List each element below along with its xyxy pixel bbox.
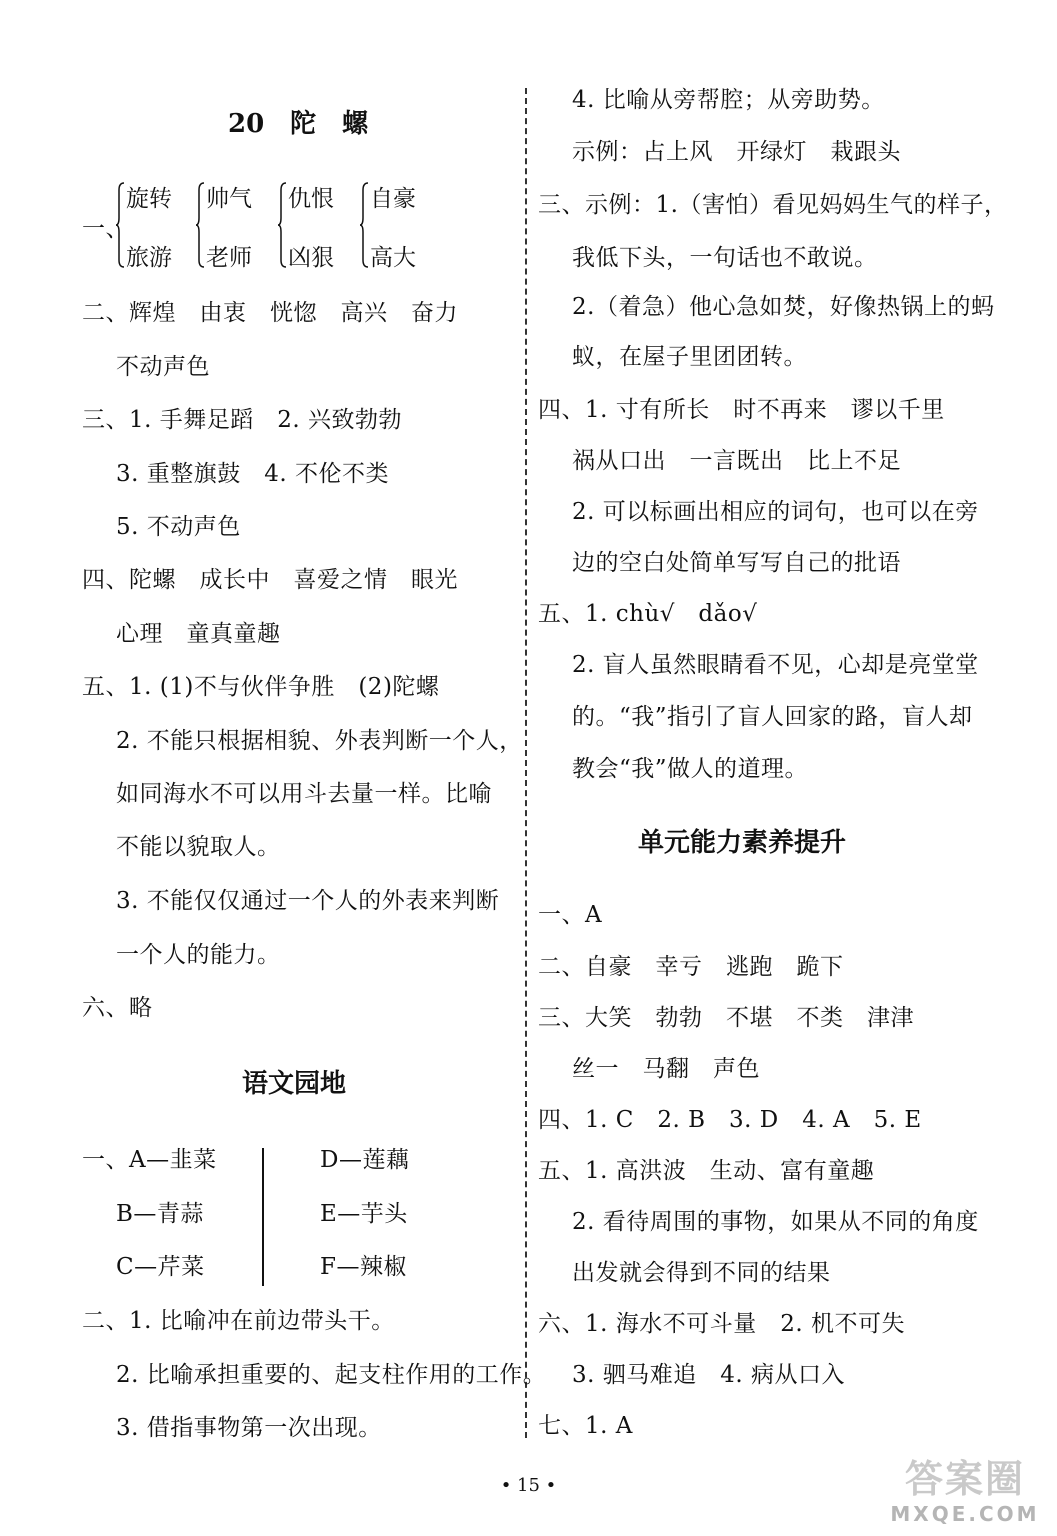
brace-word-bottom: 凶狠 [288, 245, 334, 271]
answer-line: 四、1. 寸有所长 时不再来 谬以千里 [538, 397, 945, 423]
answer-line: 5. 不动声色 [116, 514, 241, 540]
answer-line: 四、陀螺 成长中 喜爱之情 眼光 [82, 567, 458, 593]
match-left-item: C—芹菜 [116, 1254, 205, 1280]
match-right-item: D—莲藕 [320, 1147, 410, 1173]
watermark-text: 答案圈 [904, 1457, 1025, 1501]
brace-icon [278, 182, 287, 268]
answer-line: 3. 重整旗鼓 4. 不伦不类 [116, 461, 390, 487]
answer-line: 五、1. (1)不与伙伴争胜 (2)陀螺 [82, 674, 440, 700]
answer-line: 三、示例：1.（害怕）看见妈妈生气的样子， [538, 192, 1008, 218]
answer-line: 4. 比喻从旁帮腔；从旁助势。 [572, 87, 885, 113]
answer-line: 三、大笑 勃勃 不堪 不类 津津 [538, 1005, 914, 1031]
page-number: • 15 • [500, 1475, 557, 1496]
answer-line: 三、1. 手舞足蹈 2. 兴致勃勃 [82, 407, 403, 433]
answer-line: 的。“我”指引了盲人回家的路，盲人却 [572, 704, 973, 730]
brace-icon [360, 182, 369, 268]
answer-line: 3. 不能仅仅通过一个人的外表来判断 [116, 888, 500, 914]
brace-word-bottom: 高大 [370, 245, 416, 271]
section-title-garden: 语文园地 [242, 1069, 347, 1099]
brace-word-top: 帅气 [206, 186, 252, 212]
brace-icon [196, 182, 205, 268]
section-title-unit: 单元能力素养提升 [638, 828, 847, 858]
answer-line: 不能以貌取人。 [116, 834, 281, 860]
match-right-item: F—辣椒 [320, 1254, 407, 1280]
answer-line: 二、1. 比喻冲在前边带头干。 [82, 1308, 395, 1334]
answer-line: 2. 看待周围的事物，如果从不同的角度 [572, 1209, 979, 1235]
answer-line: 祸从口出 一言既出 比上不足 [572, 448, 901, 474]
brace-word-bottom: 老师 [206, 245, 252, 271]
answer-line: 蚁，在屋子里团团转。 [572, 344, 807, 370]
brace-word-top: 自豪 [370, 186, 416, 212]
answer-line: 3. 驷马难追 4. 病从口入 [572, 1362, 846, 1388]
answer-line: 示例：占上风 开绿灯 栽跟头 [572, 139, 901, 165]
answer-line: 不动声色 [116, 354, 210, 380]
answer-line: 2. 不能只根据相貌、外表判断一个人， [116, 728, 523, 754]
answer-line: 心理 童真童趣 [116, 621, 281, 647]
answer-line: 2. 可以标画出相应的词句，也可以在旁 [572, 499, 979, 525]
match-left-item: 一、A—韭菜 [82, 1147, 217, 1173]
answer-line: 2.（着急）他心急如焚，好像热锅上的蚂 [572, 294, 995, 320]
answer-line: 丝一 马翻 声色 [572, 1056, 760, 1082]
lesson-title: 20 陀 螺 [228, 109, 369, 139]
brace-word-top: 仇恨 [288, 186, 334, 212]
answer-line: 四、1. C 2. B 3. D 4. A 5. E [538, 1107, 922, 1133]
answer-line: 二、辉煌 由衷 恍惚 高兴 奋力 [82, 300, 458, 326]
answer-line: 六、1. 海水不可斗量 2. 机不可失 [538, 1311, 906, 1337]
answer-line: 如同海水不可以用斗去量一样。比喻 [116, 781, 492, 807]
answer-line: 七、1. A [538, 1413, 633, 1439]
watermark-url: MXQE.COM [890, 1502, 1040, 1526]
answer-line: 出发就会得到不同的结果 [572, 1260, 831, 1286]
answer-line: 五、1. 高洪波 生动、富有童趣 [538, 1158, 875, 1184]
answer-line: 边的空白处简单写写自己的批语 [572, 550, 901, 576]
answer-line: 我低下头，一句话也不敢说。 [572, 245, 878, 271]
answer-line: 3. 借指事物第一次出现。 [116, 1415, 382, 1441]
match-divider [262, 1148, 264, 1286]
q1-prefix: 一、 [82, 216, 129, 242]
watermark-logo [885, 1458, 1045, 1532]
answer-line: 五、1. chù√ dǎo√ [538, 601, 758, 627]
column-divider [525, 88, 527, 1438]
brace-word-bottom: 旅游 [126, 245, 172, 271]
answer-line: 教会“我”做人的道理。 [572, 756, 809, 782]
answer-line: 2. 盲人虽然眼睛看不见，心却是亮堂堂 [572, 652, 979, 678]
answer-line: 一个人的能力。 [116, 942, 281, 968]
answer-line: 2. 比喻承担重要的、起支柱作用的工作。 [116, 1362, 547, 1388]
brace-word-top: 旋转 [126, 186, 172, 212]
answer-line: 一、A [538, 902, 603, 928]
brace-icon [116, 182, 125, 268]
answer-line: 六、略 [82, 995, 153, 1021]
match-left-item: B—青蒜 [116, 1201, 204, 1227]
match-right-item: E—芋头 [320, 1201, 408, 1227]
answer-line: 二、自豪 幸亏 逃跑 跪下 [538, 954, 844, 980]
